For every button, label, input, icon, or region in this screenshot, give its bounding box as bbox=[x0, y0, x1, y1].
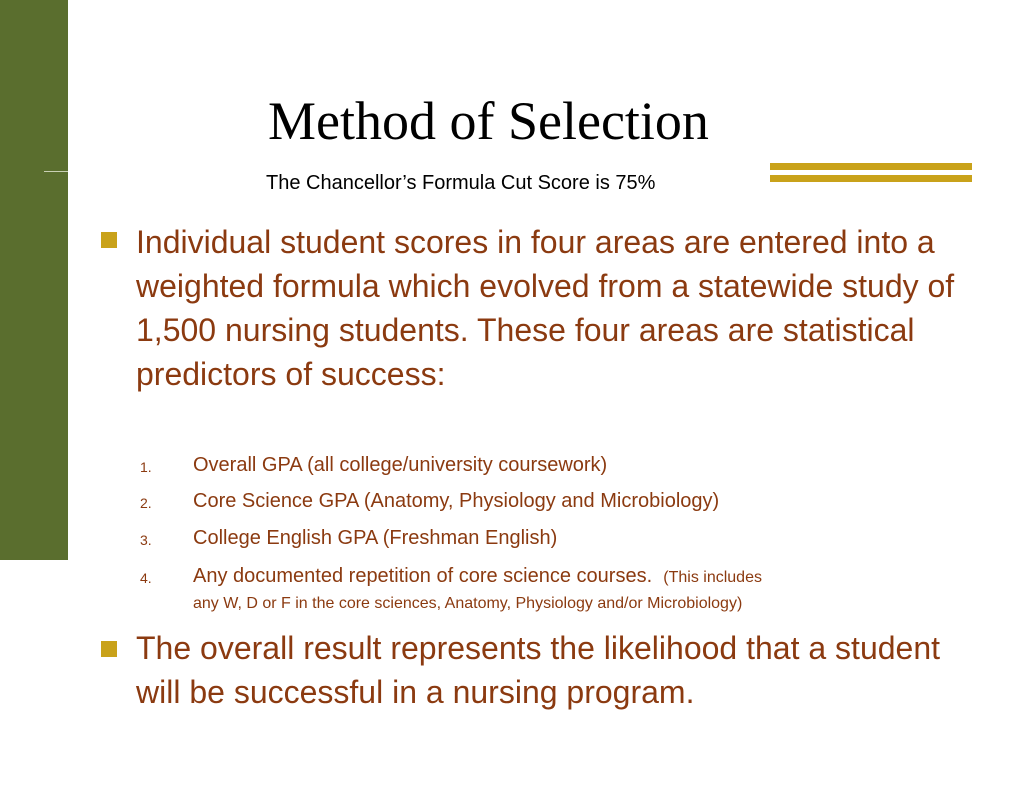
list-item bbox=[193, 564, 762, 590]
list-item: College English GPA (Freshman English) bbox=[193, 527, 558, 549]
bullet-square-icon bbox=[101, 232, 117, 248]
list-number: 3. bbox=[140, 532, 152, 548]
sidebar-bar bbox=[0, 0, 68, 560]
bullet-square-icon bbox=[101, 641, 117, 657]
list-item-note: (This includes bbox=[663, 569, 762, 586]
bullet-text: Individual student scores in four areas are entered into a weighted formula which evolved from a statewide study of 1,500 nursing students. These four areas are statistical predictors of success: bbox=[136, 224, 955, 392]
slide-subtitle: The Chancellor’s Formula Cut Score is 75% bbox=[266, 172, 656, 194]
bullet-text: The overall result represents the likelihood that a student will be successful in a nursing program. bbox=[136, 630, 941, 710]
slide-title: Method of Selection bbox=[268, 91, 709, 151]
decorative-gold-lines bbox=[770, 163, 972, 185]
list-number: 4. bbox=[140, 570, 152, 586]
list-number: 2. bbox=[140, 495, 152, 511]
list-item-note-continued: any W, D or F in the core sciences, Anatomy, Physiology and/or Microbiology) bbox=[193, 595, 743, 612]
divider-tick bbox=[44, 171, 68, 172]
list-item-text: Any documented repetition of core science courses. bbox=[193, 565, 653, 587]
list-item: Core Science GPA (Anatomy, Physiology and Microbiology) bbox=[193, 490, 720, 512]
list-item: Overall GPA (all college/university coursework) bbox=[193, 454, 608, 476]
list-number: 1. bbox=[140, 459, 152, 475]
